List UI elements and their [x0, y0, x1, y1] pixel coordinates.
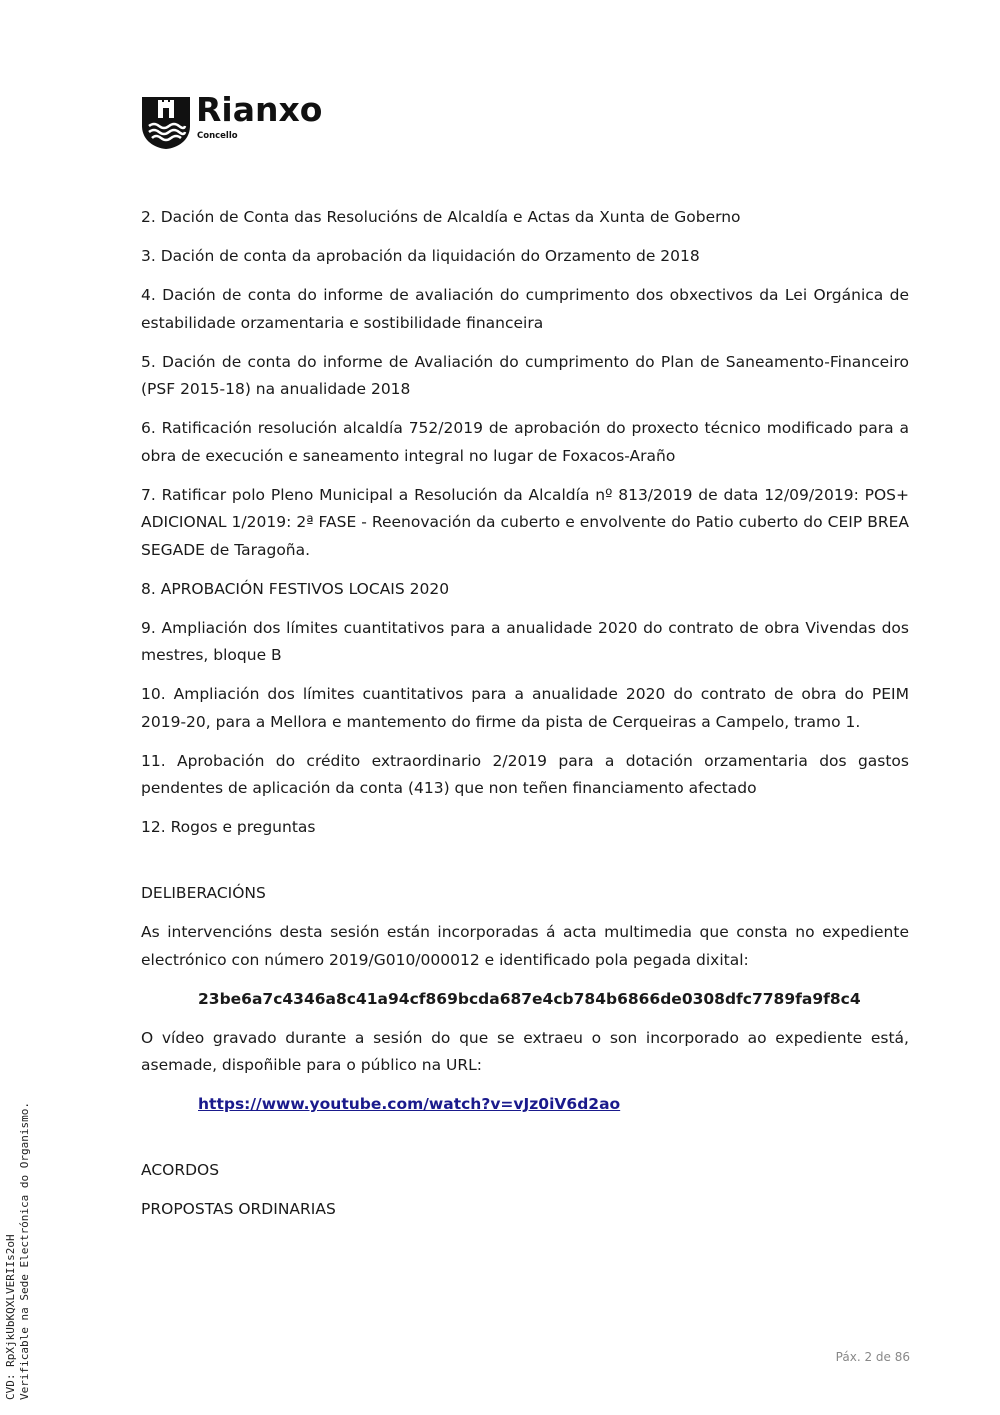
council-logo [141, 90, 351, 154]
document-body [141, 204, 909, 1235]
agreements-subheading: PROPOSTAS ORDINARIAS [141, 1200, 336, 1218]
video-url-line [198, 1091, 909, 1119]
agreements-heading: ACORDOS [141, 1161, 220, 1179]
logo-subtitle: Concello [197, 131, 238, 141]
verification-sidebar [4, 1102, 32, 1400]
agenda-item-12: 12. Rogos e preguntas [141, 818, 316, 836]
agenda-item-3: 3. Dación de conta da aprobación da liquidación do Orzamento de 2018 [141, 247, 700, 265]
agenda-item-5: 5. Dación de conta do informe de Avaliación do cumprimento do Plan de Saneamento-Financeiro (PSF 2015-18) na anualidade 2018 [141, 352, 909, 398]
logo-name: Rianxo [196, 90, 323, 129]
digital-fingerprint-hash: 23be6a7c4346a8c41a94cf869bcda687e4cb784b6866de0308dfc7789fa9f8c4 [198, 989, 861, 1008]
deliberations-text: As intervencións desta sesión están incorporadas á acta multimedia que consta no expediente electrónico con número 2019/G010/000012 e identificado pola pegada dixital: [141, 923, 909, 969]
agenda-item-6: 6. Ratificación resolución alcaldía 752/2019 de aprobación do proxecto técnico modificado para a obra de execución e saneamento integral no lugar de Foxacos-Araño [141, 419, 909, 465]
section-spacer-2 [141, 1130, 909, 1157]
verification-note: Verificable na Sede Electrónica do Organismo. [18, 1101, 31, 1400]
agenda-item-4: 4. Dación de conta do informe de avaliación do cumprimento dos obxectivos da Lei Orgánica de estabilidade orzamentaria e sostibilidade financeira [141, 286, 909, 332]
agenda-item-2: 2. Dación de Conta das Resolucións de Alcaldía e Actas da Xunta de Goberno [141, 208, 741, 226]
video-url-link[interactable]: https://www.youtube.com/watch?v=vJz0iV6d2ao [198, 1095, 621, 1113]
agenda-item-10: 10. Ampliación dos límites cuantitativos para a anualidade 2020 do contrato de obra do PEIM 2019-20, para a Mellora e mantemento do firme da pista de Cerqueiras a Campelo, tramo 1. [141, 685, 909, 731]
shield-icon [141, 96, 191, 150]
section-spacer [141, 853, 909, 880]
deliberations-heading: DELIBERACIÓNS [141, 884, 266, 902]
agenda-item-11: 11. Aprobación do crédito extraordinario 2/2019 para a dotación orzamentaria dos gastos pendentes de aplicación da conta (413) que non teñen financiamento afectado [141, 751, 909, 797]
verification-code: CVD: RpXjkUbKQXLVERIIs2oH [4, 1234, 17, 1400]
agenda-item-9: 9. Ampliación dos límites cuantitativos para a anualidade 2020 do contrato de obra Vivendas dos mestres, bloque B [141, 618, 909, 664]
agenda-item-8: 8. APROBACIÓN FESTIVOS LOCAIS 2020 [141, 579, 450, 598]
page-number: Páx. 2 de 86 [835, 1350, 910, 1364]
video-text: O vídeo gravado durante a sesión do que se extraeu o son incorporado ao expediente está, asemade, dispoñible para o público na URL: [141, 1028, 909, 1074]
agenda-item-7: 7. Ratificar polo Pleno Municipal a Resolución da Alcaldía nº 813/2019 de data 12/09/2019: POS+ ADICIONAL 1/2019: 2ª FASE - Reenovación da cuberto e envolvente do Patio cuberto do CEIP BREA SEGADE de Taragoña. [141, 485, 909, 559]
